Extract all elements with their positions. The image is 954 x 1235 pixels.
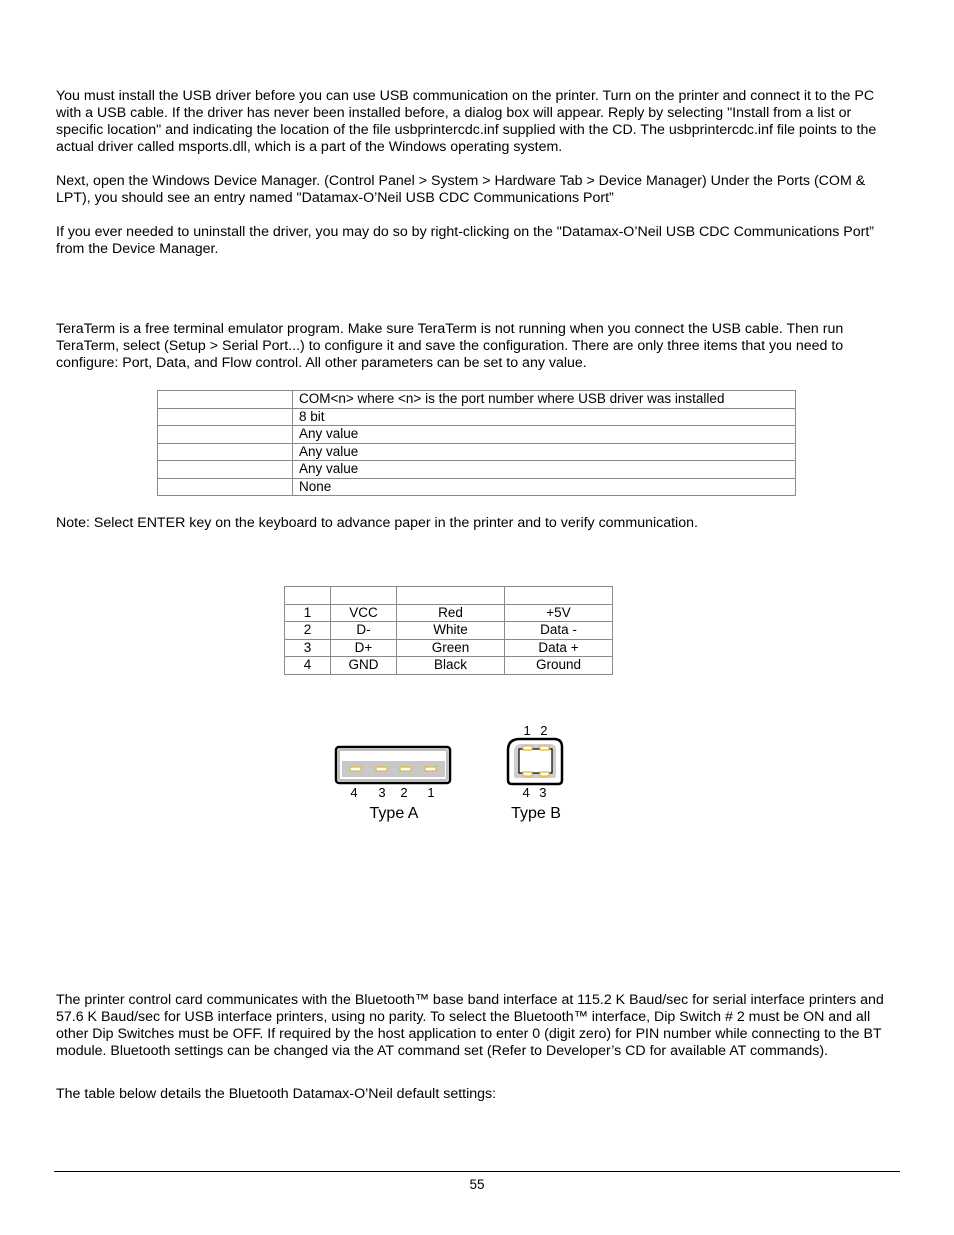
type-b-label: Type B	[511, 805, 561, 822]
table-row	[285, 657, 613, 675]
table-row	[158, 478, 796, 496]
setting-value: Any value	[293, 426, 796, 444]
table-row	[285, 622, 613, 640]
setting-value: None	[293, 478, 796, 496]
setting-value: Any value	[293, 443, 796, 461]
usb-type-b-connector-icon	[508, 739, 562, 784]
note-paragraph: Note: Select ENTER key on the keyboard to advance paper in the printer and to verify communication.	[56, 515, 698, 531]
setting-value: COM<n> where <n> is the port number where USB driver was installed	[293, 391, 796, 409]
table-row	[158, 426, 796, 444]
pin-number: 4	[285, 657, 331, 675]
type-a-pin-label: 3	[378, 785, 386, 800]
table-row	[285, 639, 613, 657]
teraterm-settings-table	[157, 390, 796, 496]
table-row	[158, 461, 796, 479]
type-a-pin-label: 4	[350, 785, 358, 800]
type-b-top-pins-label: 1 2	[523, 723, 551, 738]
pin-description: +5V	[505, 604, 613, 622]
table-row	[285, 604, 613, 622]
teraterm-paragraph: TeraTerm is a free terminal emulator program. Make sure TeraTerm is not running when you connect the USB cable. Then run TeraTerm, select (Setup > Serial Port...) to configure it and save the configuration. There are only three items that you need to configure: Port, Data, and Flow control. All other parameters can be set to any value.	[56, 321, 844, 371]
usb-connector-diagram	[330, 718, 590, 828]
table-header-row	[285, 587, 613, 605]
setting-value: 8 bit	[293, 408, 796, 426]
pin-description: Data +	[505, 639, 613, 657]
pin-description: Ground	[505, 657, 613, 675]
pin-number: 3	[285, 639, 331, 657]
pin-signal: VCC	[331, 604, 397, 622]
usb-pinout-table	[284, 586, 613, 675]
device-manager-paragraph: Next, open the Windows Device Manager. (Control Panel > System > Hardware Tab > Device Manager) Under the Ports (COM & LPT), you should see an entry named "Datamax-O’Neil USB CDC Communications Port”	[56, 173, 866, 206]
pin-number: 2	[285, 622, 331, 640]
bluetooth-paragraph: The printer control card communicates with the Bluetooth™ base band interface at 115.2 K Baud/sec for serial interface printers and 57.6 K Baud/sec for USB interface printers, using no parity. To select the Bluetooth™ interface, Dip Switch # 2 must be ON and all other Dip Switches must be OFF. If required by the host application to enter 0 (digit zero) for PIN number while connecting to the BT module. Bluetooth settings can be changed via the AT command set (Refer to Developer’s CD for available AT commands).	[56, 992, 884, 1059]
table-row	[158, 443, 796, 461]
uninstall-paragraph: If you ever needed to uninstall the driver, you may do so by right-clicking on the "Datamax-O’Neil USB CDC Communications Port” from the Device Manager.	[56, 224, 875, 257]
usb-install-paragraph: You must install the USB driver before you can use USB communication on the printer. Turn on the printer and connect it to the PC with a USB cable. If the driver has never been installed before, a dialog box will appear. Reply by selecting "Install from a list or specific location" and indicating the location of the file usbprintercdc.inf supplied with the CD. The usbprintercdc.inf file points to the actual driver called msports.dll, which is a part of the Windows operating system.	[56, 88, 877, 155]
type-a-pin-label: 1	[427, 785, 435, 800]
wire-color: Green	[397, 639, 505, 657]
wire-color: White	[397, 622, 505, 640]
pin-signal: D-	[331, 622, 397, 640]
wire-color: Red	[397, 604, 505, 622]
setting-value: Any value	[293, 461, 796, 479]
wire-color: Black	[397, 657, 505, 675]
pin-description: Data -	[505, 622, 613, 640]
pin-signal: GND	[331, 657, 397, 675]
pin-number: 1	[285, 604, 331, 622]
type-a-label: Type A	[369, 805, 419, 822]
type-b-bottom-pins-label: 4 3	[522, 785, 550, 800]
footer-divider	[54, 1171, 900, 1172]
page-number: 55	[469, 1177, 485, 1192]
pin-signal: D+	[331, 639, 397, 657]
table-row	[158, 408, 796, 426]
table-row	[158, 391, 796, 409]
bluetooth-table-intro: The table below details the Bluetooth Datamax-O’Neil default settings:	[56, 1086, 497, 1102]
type-a-pin-label: 2	[400, 785, 408, 800]
usb-type-a-connector-icon	[336, 747, 450, 783]
